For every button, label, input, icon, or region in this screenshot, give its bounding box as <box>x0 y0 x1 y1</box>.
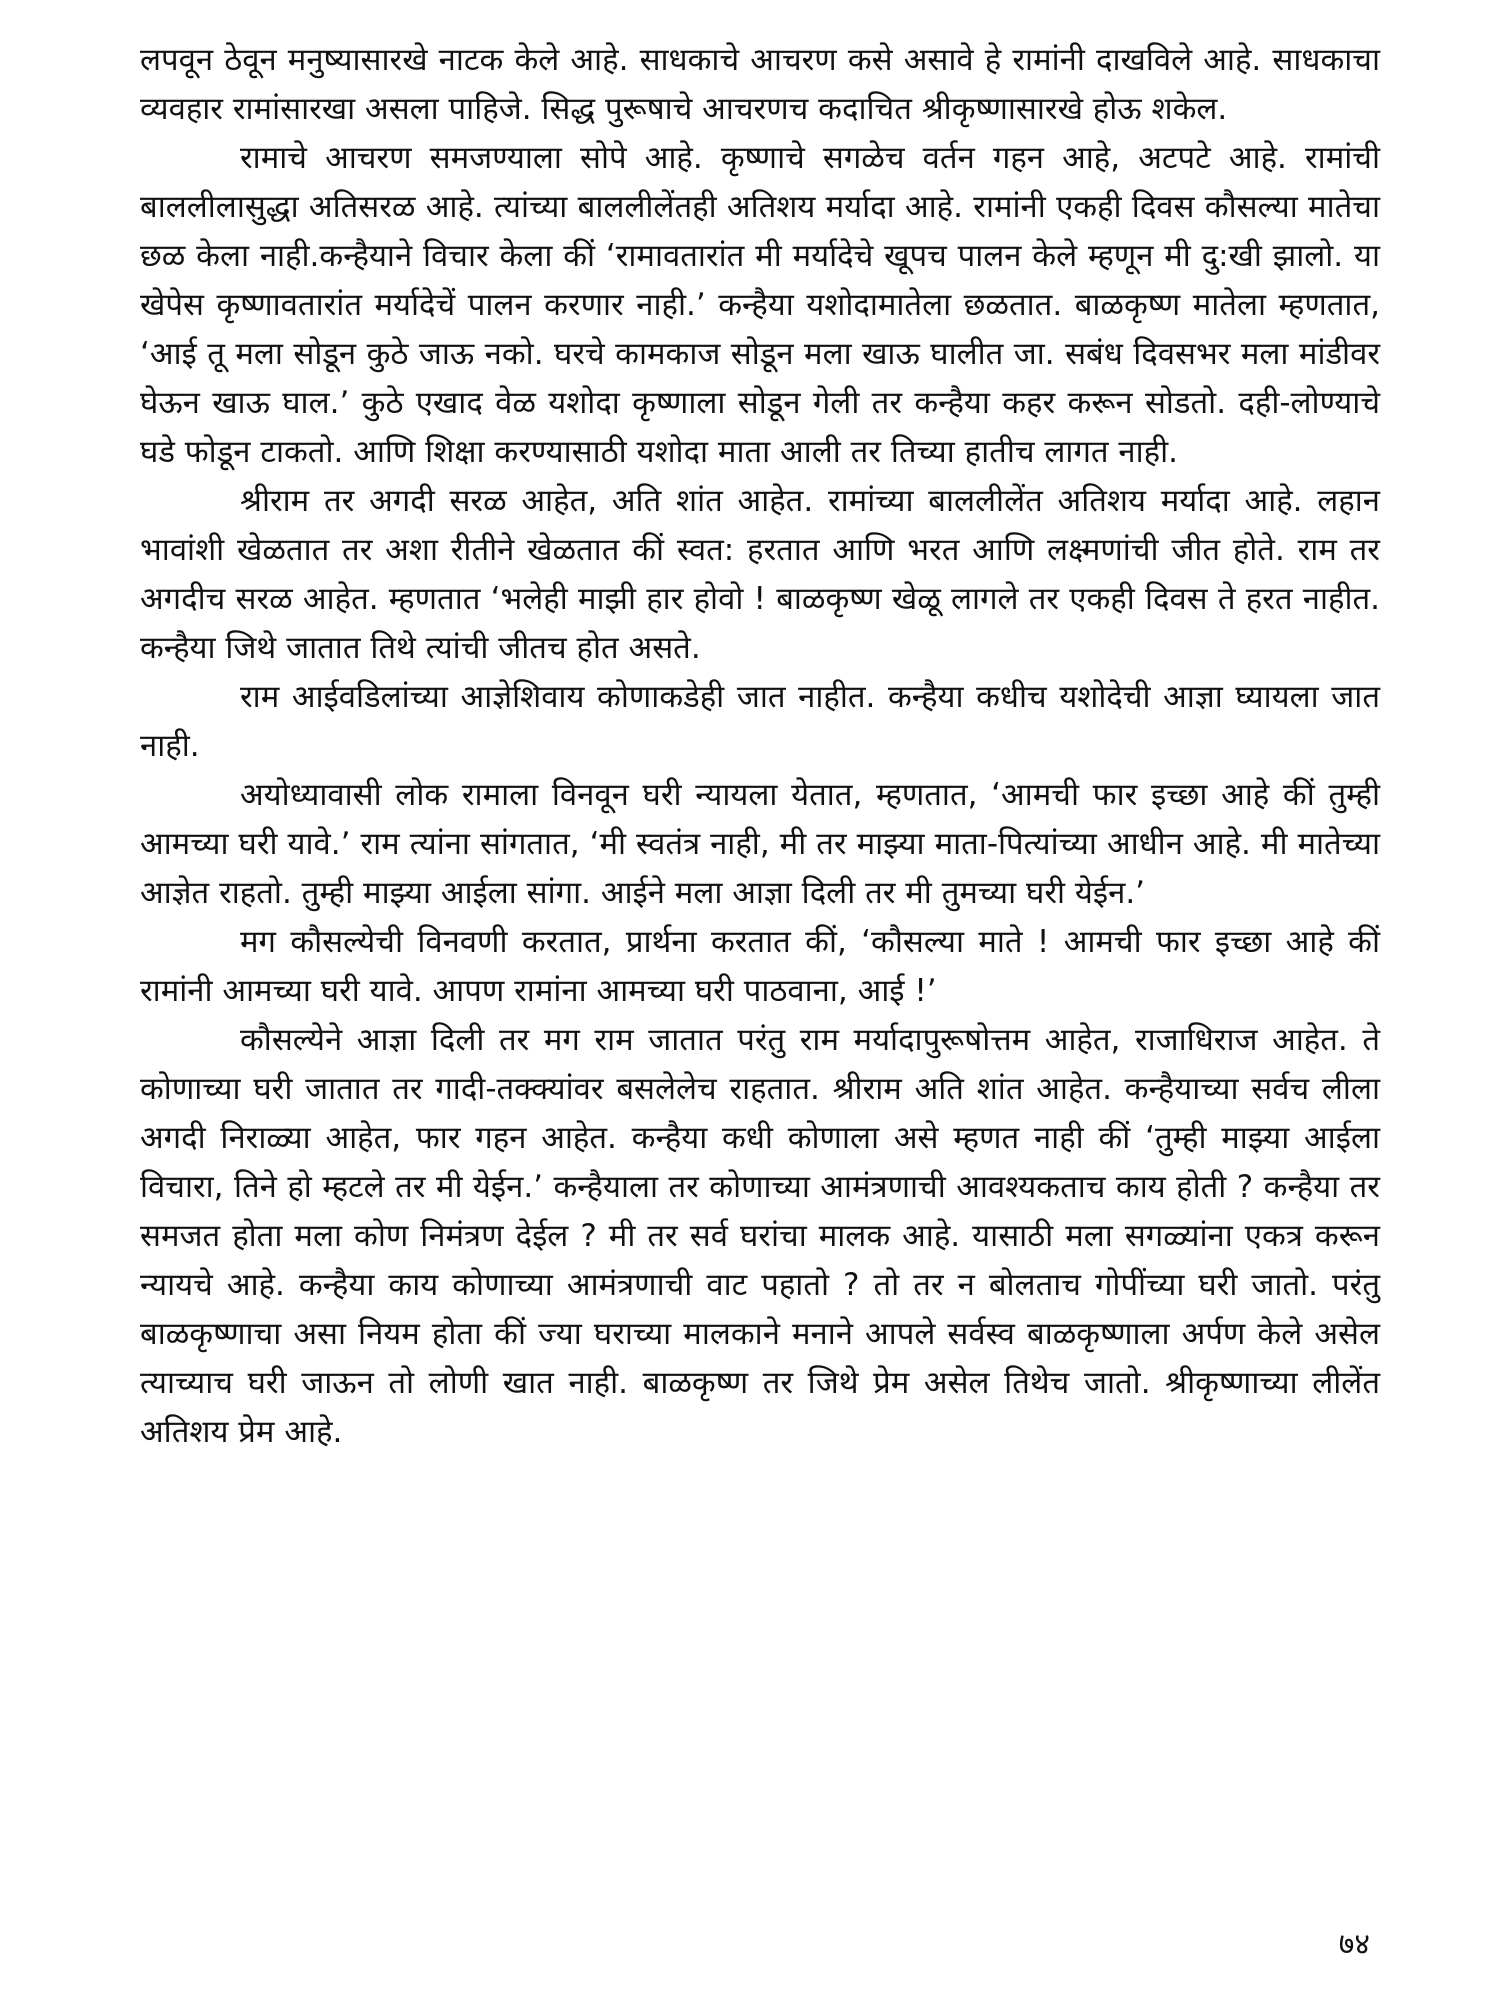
paragraph: मग कौसल्येची विनवणी करतात, प्रार्थना करतात कीं, ‘कौसल्या माते ! आमची फार इच्छा आहे कीं रामांनी आमच्या घरी यावे. आपण रामांना आमच्या घरी पाठवाना, आई !’ <box>140 924 1380 1009</box>
page-body <box>140 36 1380 1457</box>
paragraph: अयोध्यावासी लोक रामाला विनवून घरी न्यायला येतात, म्हणतात, ‘आमची फार इच्छा आहे कीं तुम्ही आमच्या घरी यावे.’ राम त्यांना सांगतात, ‘मी स्वतंत्र नाही, मी तर माझ्या माता-पित्यांच्या आधीन आहे. मी मातेच्या आज्ञेत राहतो. तुम्ही माझ्या आईला सांगा. आईने मला आज्ञा दिली तर मी तुमच्या घरी येईन.’ <box>140 777 1380 911</box>
paragraph: रामाचे आचरण समजण्याला सोपे आहे. कृष्णाचे सगळेच वर्तन गहन आहे, अटपटे आहे. रामांची बाललीलासुद्धा अतिसरळ आहे. त्यांच्या बाललीलेंतही अतिशय मर्यादा आहे. रामांनी एकही दिवस कौसल्या मातेचा छळ केला नाही.कन्हैयाने विचार केला कीं ‘रामावतारांत मी मर्यादेचे खूपच पालन केले म्हणून मी दु:खी झालो. या खेपेस कृष्णावतारांत मर्यादेचें पालन करणार नाही.’ कन्हैया यशोदामातेला छळतात. बाळकृष्ण मातेला म्हणतात, ‘आई तू मला सोडून कुठे जाऊ नको. घरचे कामकाज सोडून मला खाऊ घालीत जा. सबंध दिवसभर मला मांडीवर घेऊन खाऊ घाल.’ कुठे एखाद वेळ यशोदा कृष्णाला सोडून गेली तर कन्हैया कहर करून सोडतो. दही-लोण्याचे घडे फोडून टाकतो. आणि शिक्षा करण्यासाठी यशोदा माता आली तर तिच्या हातीच लागत नाही. <box>140 140 1380 470</box>
paragraph: लपवून ठेवून मनुष्यासारखे नाटक केले आहे. साधकाचे आचरण कसे असावे हे रामांनी दाखविले आहे. साधकाचा व्यवहार रामांसारखा असला पाहिजे. सिद्ध पुरूषाचे आचरणच कदाचित श्रीकृष्णासारखे होऊ शकेल. <box>140 42 1380 127</box>
paragraph: राम आईवडिलांच्या आज्ञेशिवाय कोणाकडेही जात नाहीत. कन्हैया कधीच यशोदेची आज्ञा घ्यायला जात नाही. <box>140 679 1380 764</box>
paragraph: कौसल्येने आज्ञा दिली तर मग राम जातात परंतु राम मर्यादापुरूषोत्तम आहेत, राजाधिराज आहेत. ते कोणाच्या घरी जातात तर गादी-तक्क्यांवर बसलेलेच राहतात. श्रीराम अति शांत आहेत. कन्हैयाच्या सर्वच लीला अगदी निराळ्या आहेत, फार गहन आहेत. कन्हैया कधी कोणाला असे म्हणत नाही कीं ‘तुम्ही माझ्या आईला विचारा, तिने हो म्हटले तर मी येईन.’ कन्हैयाला तर कोणाच्या आमंत्रणाची आवश्यकताच काय होती ? कन्हैया तर समजत होता मला कोण निमंत्रण देईल ? मी तर सर्व घरांचा मालक आहे. यासाठी मला सगळ्यांना एकत्र करून न्यायचे आहे. कन्हैया काय कोणाच्या आमंत्रणाची वाट पहातो ? तो तर न बोलताच गोपींच्या घरी जातो. परंतु बाळकृष्णाचा असा नियम होता कीं ज्या घराच्या मालकाने मनाने आपले सर्वस्व बाळकृष्णाला अर्पण केले असेल त्याच्याच घरी जाऊन तो लोणी खात नाही. बाळकृष्ण तर जिथे प्रेम असेल तिथेच जातो. श्रीकृष्णाच्या लीलेंत अतिशय प्रेम आहे. <box>140 1022 1380 1450</box>
page-number: ७४ <box>1338 1927 1370 1962</box>
paragraph: श्रीराम तर अगदी सरळ आहेत, अति शांत आहेत. रामांच्या बाललीलेंत अतिशय मर्यादा आहे. लहान भावांशी खेळतात तर अशा रीतीने खेळतात कीं स्वत: हरतात आणि भरत आणि लक्ष्मणांची जीत होते. राम तर अगदीच सरळ आहेत. म्हणतात ‘भलेही माझी हार होवो ! बाळकृष्ण खेळू लागले तर एकही दिवस ते हरत नाहीत. कन्हैया जिथे जातात तिथे त्यांची जीतच होत असते. <box>140 483 1380 666</box>
